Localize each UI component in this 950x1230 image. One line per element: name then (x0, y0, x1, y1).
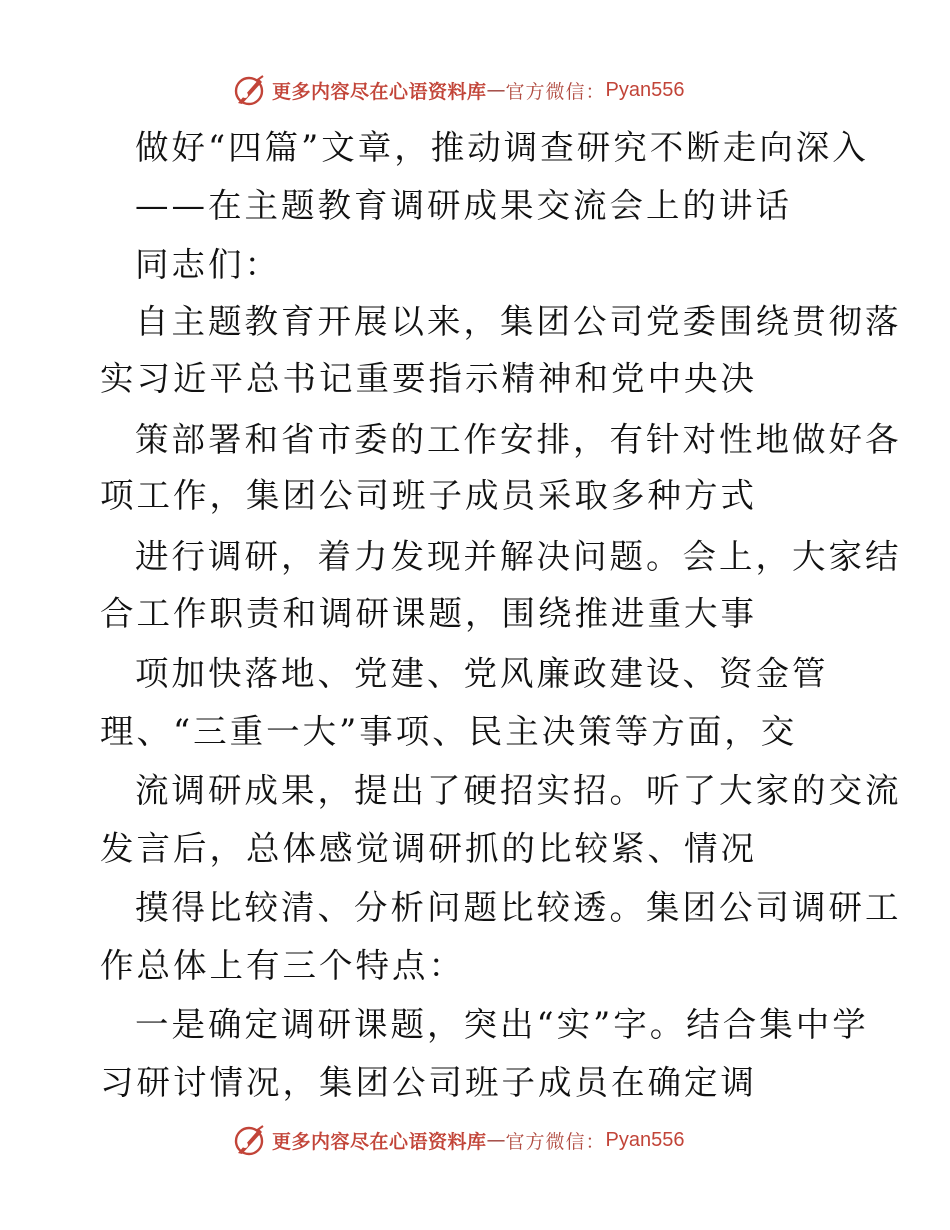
body-line: 习研讨情况，集团公司班子成员在确定调 (100, 1063, 757, 1102)
body-line: 作总体上有三个特点： (100, 946, 465, 985)
body-line: 项加快落地、党建、党风廉政建设、资金管 (135, 654, 829, 693)
quill-pen-icon (232, 73, 266, 107)
header-watermark (232, 72, 685, 108)
document-title: 做好“四篇”文章，推动调查研究不断走向深入 (135, 128, 869, 167)
watermark-main-text: 更多内容尽在心语资料库 (272, 1130, 487, 1153)
body-line: 一是确定调研课题，突出“实”字。结合集中学 (135, 1005, 869, 1044)
salutation: 同志们： (135, 245, 281, 284)
body-line: 流调研成果，提出了硬招实招。听了大家的交流 (135, 771, 902, 810)
watermark-wechat-id: Pyan556 (605, 1128, 685, 1151)
watermark-main-text: 更多内容尽在心语资料库 (272, 80, 487, 103)
body-line: 策部署和省市委的工作安排，有针对性地做好各 (135, 420, 902, 459)
body-line: 项工作，集团公司班子成员采取多种方式 (100, 476, 757, 515)
watermark-separator: — (486, 79, 506, 101)
quill-pen-icon (232, 1123, 266, 1157)
body-line: 实习近平总书记重要指示精神和党中央决 (100, 359, 757, 398)
document-subtitle: ——在主题教育调研成果交流会上的讲话 (135, 186, 792, 225)
footer-watermark (232, 1122, 685, 1158)
body-line: 自主题教育开展以来，集团公司党委围绕贯彻落 (135, 302, 902, 341)
body-line: 发言后，总体感觉调研抓的比较紧、情况 (100, 829, 757, 868)
watermark-separator: — (486, 1129, 506, 1151)
body-line: 理、“三重一大”事项、民主决策等方面，交 (100, 712, 798, 751)
body-line: 摸得比较清、分析问题比较透。集团公司调研工 (135, 888, 902, 927)
body-line: 进行调研，着力发现并解决问题。会上，大家结 (135, 537, 902, 576)
watermark-wechat-id: Pyan556 (605, 78, 685, 101)
watermark-wechat-label: 官方微信： (505, 80, 606, 103)
watermark-wechat-label: 官方微信： (505, 1130, 606, 1153)
body-line: 合工作职责和调研课题，围绕推进重大事 (100, 594, 757, 633)
